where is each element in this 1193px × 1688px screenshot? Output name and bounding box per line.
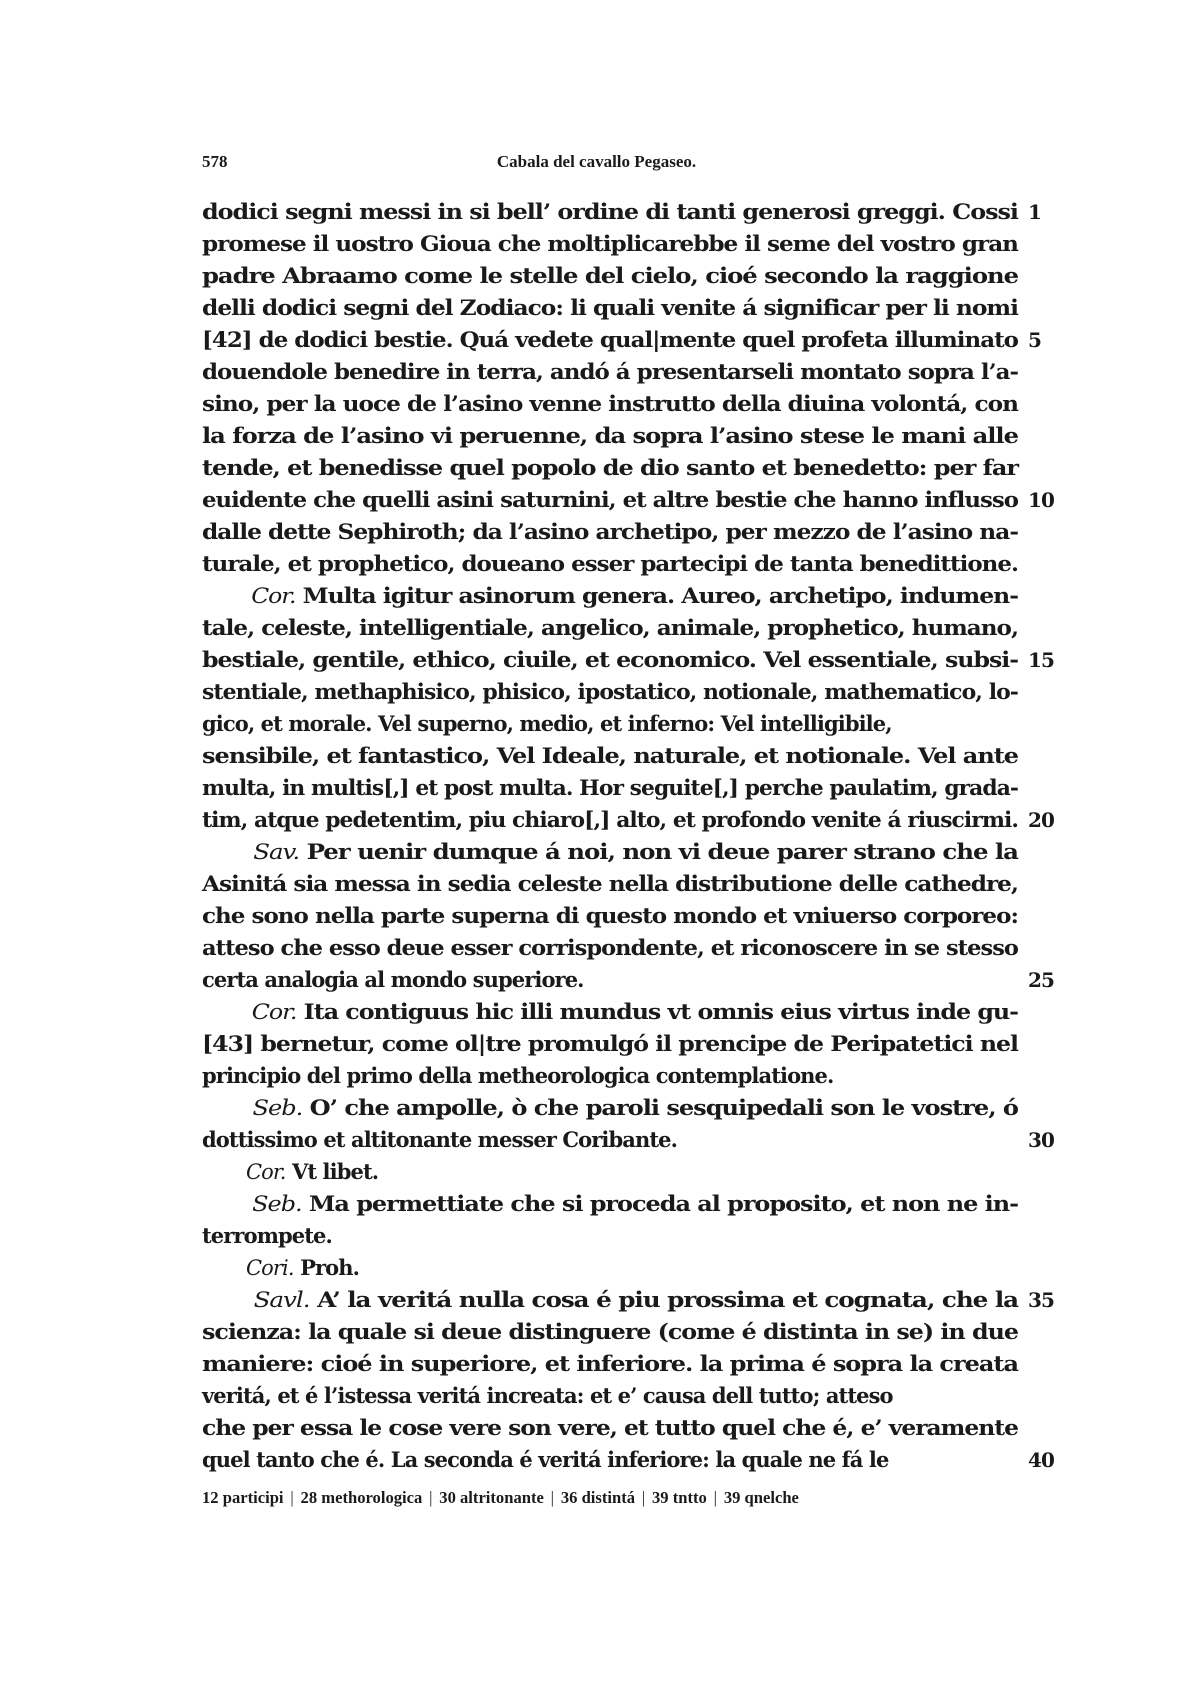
text-line [202, 1060, 1018, 1092]
speaker-label: Cor. [251, 1000, 297, 1024]
text-line [202, 868, 1018, 900]
line-content [202, 1316, 1018, 1348]
line-text: maniere: cioé in superiore, et inferiore. la prima é sopra la creata [202, 1351, 1018, 1376]
line-content [202, 740, 1018, 772]
line-text: terrompete. [202, 1223, 332, 1248]
footnote-separator: | [641, 1488, 646, 1507]
text-line [202, 964, 1055, 996]
line-content [202, 260, 1018, 292]
line-text: che sono nella parte superna di questo mondo et vniuerso corporeo: [202, 903, 1018, 928]
line-text: Ita contiguus hic illi mundus vt omnis eius virtus inde gu- [303, 999, 1018, 1024]
footnote-separator: | [429, 1488, 433, 1507]
line-text: O’ che ampolle, ò che paroli sesquipedali son le vostre, ó [309, 1095, 1018, 1120]
line-text: tim, atque pedetentim, piu chiaro[,] alto, et profondo venite á riuscirmi. [202, 807, 1019, 832]
line-text: [42] de dodici bestie. Quá vedete qual|mente quel profeta illuminato [202, 327, 1019, 352]
line-text: gico, et morale. Vel superno, medio, et inferno: Vel intelligibile, [202, 711, 892, 736]
line-text: sensibile, et fantastico, Vel Ideale, naturale, et notionale. Vel ante [202, 743, 1019, 768]
line-content [202, 644, 1018, 676]
line-text: bestiale, gentile, ethico, ciuile, et economico. Vel essentiale, subsi- [202, 647, 1019, 672]
line-text: A’ la veritá nulla cosa é piu prossima et cognata, che la [317, 1287, 1019, 1312]
line-content [202, 676, 1018, 708]
text-line [202, 804, 1055, 836]
footnote-entry: 39 qnelche [723, 1488, 799, 1507]
text-line [202, 1380, 1018, 1412]
footnote-entry: 36 distintá [560, 1488, 636, 1507]
line-text: certa analogia al mondo superiore. [202, 967, 584, 992]
line-content [202, 1124, 677, 1156]
line-content [202, 580, 1018, 612]
speaker-label: Cor. [246, 1160, 286, 1184]
line-number: 30 [1028, 1128, 1055, 1152]
text-line [202, 580, 1018, 612]
text-line [202, 900, 1018, 932]
text-line [202, 1412, 1018, 1444]
line-number: 15 [1028, 648, 1055, 672]
line-content [202, 484, 1018, 516]
speaker-label: Cor. [251, 584, 296, 608]
text-line [202, 612, 1018, 644]
line-text: Per uenir dumque á noi, non vi deue parer strano che la [306, 839, 1018, 864]
footnote-separator: | [290, 1488, 294, 1507]
line-content [202, 356, 1018, 388]
line-number: 35 [1028, 1288, 1055, 1312]
line-number: 25 [1028, 968, 1055, 992]
line-text: scienza: la quale si deue distinguere (come é distinta in se) in due [202, 1319, 1018, 1344]
line-text: Asinitá sia messa in sedia celeste nella distributione delle cathedre, [202, 871, 1019, 896]
line-number: 10 [1028, 488, 1055, 512]
line-content [202, 1348, 1018, 1380]
line-content [202, 1284, 1018, 1316]
line-text: delli dodici segni del Zodiaco: li quali venite á significar per li nomi [202, 295, 1018, 320]
page-number: 578 [202, 152, 228, 171]
line-content [202, 708, 892, 740]
running-title: Cabala del cavallo Pegaseo. [496, 152, 697, 171]
line-text: quel tanto che é. La seconda é veritá inferiore: la quale ne fá le [202, 1447, 889, 1472]
line-content [202, 1412, 1018, 1444]
text-line [202, 708, 1018, 740]
text-line [202, 548, 1018, 580]
line-text: promese il uostro Gioua che moltiplicarebbe il seme del vostro gran [202, 231, 1018, 256]
line-text: dodici segni messi in si bell’ ordine di tanti generosi greggi. Cossi [202, 199, 1018, 224]
critical-apparatus [202, 1488, 1002, 1508]
line-content [202, 996, 1018, 1028]
text-line [202, 324, 1042, 356]
line-content [202, 1092, 1018, 1124]
line-number: 40 [1028, 1448, 1055, 1472]
line-text: [43] bernetur, come ol|tre promulgó il prencipe de Peripatetici nel [202, 1031, 1019, 1056]
line-content [202, 1156, 378, 1188]
line-number: 1 [1028, 200, 1042, 224]
text-line [202, 484, 1055, 516]
line-content [202, 612, 1018, 644]
text-line [202, 644, 1055, 676]
text-line [202, 420, 1018, 452]
line-content [202, 772, 1018, 804]
text-line [202, 260, 1018, 292]
text-line [202, 932, 1018, 964]
line-text: sino, per la uoce de l’asino venne instrutto della diuina volontá, con [202, 391, 1018, 416]
footnote-entry: 12 participi [202, 1488, 284, 1507]
line-content [202, 548, 1018, 580]
line-content [202, 196, 1018, 228]
line-text: dottissimo et altitonante messer Coribante. [202, 1127, 678, 1152]
line-content [202, 1444, 888, 1476]
line-content [202, 900, 1018, 932]
line-content [202, 452, 1018, 484]
text-line [202, 1156, 1018, 1188]
text-line [202, 1124, 1055, 1156]
line-text: la forza de l’asino vi peruenne, da sopra l’asino stese le mani alle [202, 423, 1018, 448]
footnote-entry: 30 altritonante [439, 1488, 544, 1507]
line-text: che per essa le cose vere son vere, et tutto quel che é, e’ veramente [202, 1415, 1018, 1440]
footnote-entry: 39 tntto [652, 1488, 707, 1507]
text-line [202, 740, 1018, 772]
line-content [202, 1188, 1018, 1220]
line-text: douendole benedire in terra, andó á presentarseli montato sopra l’a- [202, 359, 1019, 384]
line-text: turale, et prophetico, doueano esser partecipi de tanta benedittione. [202, 551, 1019, 576]
text-line [202, 996, 1018, 1028]
text-line [202, 388, 1018, 420]
line-text: veritá, et é l’istessa veritá increata: et e’ causa dell tutto; atteso [202, 1383, 893, 1408]
line-content [202, 804, 1018, 836]
line-text: tale, celeste, intelligentiale, angelico, animale, prophetico, humano, [202, 615, 1019, 640]
line-content [202, 1028, 1018, 1060]
speaker-label: Seb. [252, 1192, 302, 1216]
speaker-label: Seb. [252, 1096, 303, 1120]
line-text: principio del primo della metheorologica contemplatione. [202, 1063, 834, 1088]
line-content [202, 516, 1018, 548]
line-text: stentiale, methaphisico, phisico, ipostatico, notionale, mathematico, lo- [202, 679, 1018, 704]
line-text: Multa igitur asinorum genera. Aureo, archetipo, indumen- [302, 583, 1019, 608]
line-text: multa, in multis[,] et post multa. Hor seguite[,] perche paulatim, grada- [202, 775, 1019, 800]
line-number: 5 [1028, 328, 1042, 352]
line-text: atteso che esso deue esser corrispondente, et riconoscere in se stesso [202, 935, 1018, 960]
line-content [202, 1252, 359, 1284]
line-content [202, 868, 1018, 900]
text-line [202, 228, 1018, 260]
line-text: Proh. [300, 1255, 360, 1280]
text-line [202, 772, 1018, 804]
text-line [202, 356, 1018, 388]
line-content [202, 228, 1018, 260]
text-line [202, 1348, 1018, 1380]
page-header [0, 152, 1193, 182]
text-line [202, 1444, 1055, 1476]
line-content [202, 964, 584, 996]
line-content [202, 388, 1018, 420]
line-content [202, 932, 1018, 964]
speaker-label: Sav. [253, 840, 300, 864]
text-line [202, 292, 1018, 324]
line-number: 20 [1028, 808, 1055, 832]
text-line [202, 1092, 1018, 1124]
text-line [202, 1188, 1018, 1220]
text-line [202, 1252, 1018, 1284]
text-line [202, 676, 1018, 708]
line-content [202, 1380, 893, 1412]
text-line [202, 1284, 1055, 1316]
text-line [202, 836, 1018, 868]
line-text: tende, et benedisse quel popolo de dio santo et benedetto: per far [202, 455, 1018, 480]
line-content [202, 420, 1018, 452]
line-content [202, 836, 1018, 868]
line-text: padre Abraamo come le stelle del cielo, cioé secondo la raggione [202, 263, 1018, 288]
line-text: Vt libet. [291, 1159, 379, 1184]
line-text: dalle dette Sephiroth; da l’asino archetipo, per mezzo de l’asino na- [202, 519, 1018, 544]
line-content [202, 292, 1018, 324]
text-line [202, 1220, 1018, 1252]
line-content [202, 324, 1018, 356]
main-text [202, 196, 1055, 1476]
text-line [202, 1316, 1018, 1348]
line-text: Ma permettiate che si proceda al proposito, et non ne in- [308, 1191, 1019, 1216]
text-line [202, 452, 1018, 484]
footnote-entry: 28 methorologica [300, 1488, 423, 1507]
text-line [202, 196, 1042, 228]
speaker-label: Savl. [253, 1288, 310, 1312]
line-text: euidente che quelli asini saturnini, et altre bestie che hanno influsso [202, 487, 1018, 512]
text-line [202, 1028, 1018, 1060]
footnote-separator: | [550, 1488, 555, 1507]
line-content [202, 1220, 332, 1252]
text-line [202, 516, 1018, 548]
speaker-label: Cori. [246, 1256, 294, 1280]
line-content [202, 1060, 833, 1092]
footnote-separator: | [713, 1488, 717, 1507]
